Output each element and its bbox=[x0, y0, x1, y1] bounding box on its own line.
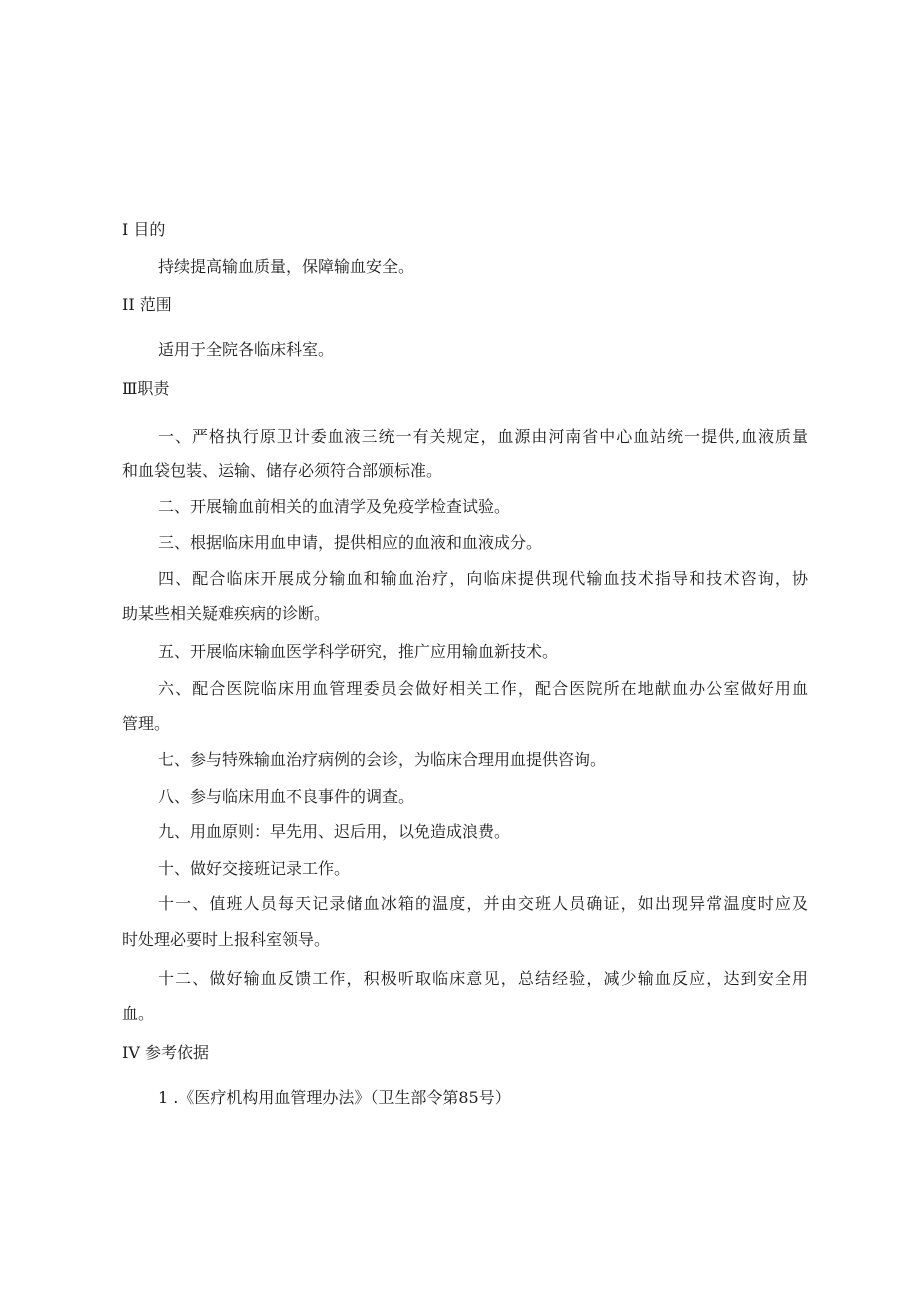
section-heading-duties: Ⅲ职责 bbox=[122, 379, 170, 398]
duty-item-6-line-2: 管理。 bbox=[122, 714, 171, 733]
duty-item-4-line-2: 助某些相关疑难疾病的诊断。 bbox=[122, 604, 331, 623]
purpose-text: 持续提高输血质量，保障输血安全。 bbox=[158, 257, 415, 276]
section-heading-references: IV 参考依据 bbox=[122, 1043, 209, 1062]
duty-item-12-line-2: 血。 bbox=[122, 1004, 155, 1023]
duty-item-2: 二、开展输血前相关的血清学及免疫学检查试验。 bbox=[158, 497, 511, 516]
duty-item-11-line-1: 十一、值班人员每天记录储血冰箱的温度，并由交班人员确证，如出现异常温度时应及 bbox=[158, 894, 808, 913]
section-heading-purpose: I 目的 bbox=[122, 220, 166, 239]
scope-text: 适用于全院各临床科室。 bbox=[158, 340, 335, 359]
duty-item-1-line-2: 和血袋包装、运输、储存必须符合部颁标准。 bbox=[122, 461, 443, 480]
duty-item-8: 八、参与临床用血不良事件的调查。 bbox=[158, 787, 415, 806]
duty-item-7: 七、参与特殊输血治疗病例的会诊，为临床合理用血提供咨询。 bbox=[158, 750, 607, 769]
duty-item-12-line-1: 十二、做好输血反馈工作，积极听取临床意见，总结经验，减少输血反应，达到安全用 bbox=[158, 969, 808, 988]
duty-item-4-line-1: 四、配合临床开展成分输血和输血治疗，向临床提供现代输血技术指导和技术咨询，协 bbox=[158, 569, 808, 588]
section-heading-scope: II 范围 bbox=[122, 295, 172, 314]
duty-item-5: 五、开展临床输血医学科学研究，推广应用输血新技术。 bbox=[158, 642, 559, 661]
duty-item-1-line-1: 一、严格执行原卫计委血液三统一有关规定，血源由河南省中心血站统一提供,血液质量 bbox=[158, 427, 808, 446]
reference-item-1: 1 .《医疗机构用血管理办法》（卫生部令第85号） bbox=[158, 1088, 511, 1107]
duty-item-11-line-2: 时处理必要时上报科室领导。 bbox=[122, 930, 331, 949]
duty-item-3: 三、根据临床用血申请，提供相应的血液和血液成分。 bbox=[158, 533, 543, 552]
duty-item-9: 九、用血原则：早先用、迟后用，以免造成浪费。 bbox=[158, 822, 511, 841]
duty-item-6-line-1: 六、配合医院临床用血管理委员会做好相关工作，配合医院所在地献血办公室做好用血 bbox=[158, 679, 808, 698]
duty-item-10: 十、做好交接班记录工作。 bbox=[158, 859, 351, 878]
